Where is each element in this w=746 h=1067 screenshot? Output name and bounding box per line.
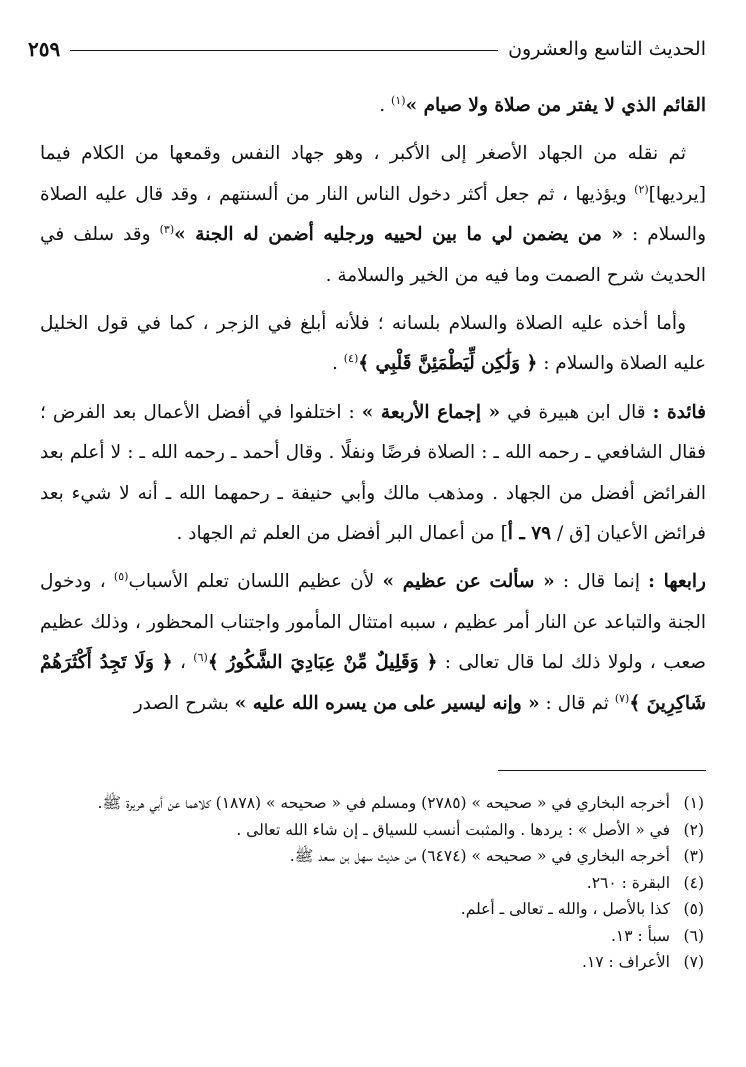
footnote <box>40 870 704 897</box>
paragraph-4 <box>40 393 706 555</box>
footnote-text: سبأ : ١٣. <box>610 926 670 945</box>
footnote <box>40 923 704 950</box>
text-run: قال ابن هبيرة في <box>500 401 653 423</box>
footnote-number: (٢) <box>683 820 704 839</box>
manuscript-ref: ٧٩ ـ أ <box>507 523 552 545</box>
text-run: . <box>379 95 392 116</box>
text-run: وأما أخذه عليه الصلاة والسلام بلسانه ؛ فلأنه أبلغ في الزجر ، كما في قول الخليل عليه الصلاة والسلام : <box>40 313 706 375</box>
paragraph-label: فائدة : <box>652 401 707 423</box>
hadith-quote: القائم الذي لا يفتر من صلاة ولا صيام » <box>405 95 706 116</box>
paragraph-5 <box>40 562 706 724</box>
footnote-text: البقرة : ٢٦٠. <box>586 873 670 892</box>
chapter-title: الحديث التاسع والعشرون <box>508 38 706 60</box>
hadith-quote: « من يضمن لي ما بين لحييه ورجليه أضمن له الجنة » <box>174 224 624 246</box>
footnote-number: (٣) <box>683 847 704 865</box>
text-run: : اختلفوا في أفضل الأعمال بعد الفرض ؛ فقال الشافعي ـ رحمه الله ـ : الصلاة فرضًا ونفلًا . وقال أحمد ـ رحمه الله ـ : لا أعلم بعد الفرائض أفضل من الجهاد . ومذهب مالك وأبي حنيفة ـ رحمهما الله ـ أنه لا شيء بعد فرائض الأعيان [ق / <box>40 401 706 545</box>
footnote-number: (٦) <box>683 926 704 945</box>
footnote-ref-2: (٢) <box>634 182 649 196</box>
footnote-separator <box>498 770 706 771</box>
footnote <box>40 896 704 923</box>
footnote-ref-4: (٤) <box>343 352 359 366</box>
footnote <box>40 949 704 976</box>
footnote-ref-7: (٧) <box>614 691 630 705</box>
footnote-text: أخرجه البخاري في « صحيحه » (٦٤٧٤) من حديث سهل بن سعد ﷺ. <box>289 847 670 865</box>
text-run: ثم قال : <box>539 692 615 714</box>
text-run: ، ودخول الجنة والتباعد عن النار أمر عظيم ، سببه امتثال المأمور واجتناب المحظور ، وذلك عظيم صعب ، ولولا ذلك لما قال تعالى : <box>40 571 706 674</box>
footnote <box>40 843 704 870</box>
footnote-number: (٤) <box>683 873 704 892</box>
hadith-quote: « سألت عن عظيم » <box>382 571 555 593</box>
book-title: « إجماع الأربعة » <box>361 401 501 423</box>
text-run: . <box>331 353 344 375</box>
header-rule <box>70 50 498 51</box>
text-run: ويؤذيها ، ثم جعل أكثر دخول الناس النار من ألسنتهم ، وقد قال عليه الصلاة والسلام : <box>40 183 706 246</box>
text-run: ثم نقله من الجهاد الأصغر إلى الأكبر ، وهو جهاد النفس وقمعها من الكلام فيما [يرديها] <box>40 143 706 205</box>
footnote-text: أخرجه البخاري في « صحيحه » (٢٧٨٥) ومسلم في « صحيحه » (١٨٧٨) كلاهما عن أبي هريرة ﷺ. <box>97 794 670 812</box>
quran-verse: ﴿ وَلَا تَجِدُ أَكْثَرَهُمْ شَاكِرِينَ ﴾ <box>40 652 706 714</box>
main-text <box>40 86 706 732</box>
footnote-number: (٥) <box>683 900 704 918</box>
footnote-ref-3: (٣) <box>159 223 175 237</box>
text-run: لأن عظيم اللسان تعلم الأسباب <box>128 571 383 593</box>
quran-verse: ﴿ وَقَلِيلٌ مِّنْ عِبَادِيَ الشَّكُورُ ﴾ <box>207 652 438 674</box>
footnote-ref-6: (٦) <box>193 651 208 665</box>
paragraph-1 <box>40 86 706 126</box>
quran-verse: ﴿ وَلَٰكِن لِّيَطْمَئِنَّ قَلْبِي ﴾ <box>358 353 538 375</box>
paragraph-2 <box>40 134 706 296</box>
footnote-ref-1: (١) <box>391 93 406 107</box>
hadith-quote: « وإنه ليسير على من يسره الله عليه » <box>234 692 540 714</box>
running-header <box>28 32 706 66</box>
text-run: ، <box>172 652 194 674</box>
footnote <box>40 817 704 844</box>
text-run: ] من أعمال البر أفضل من العلم ثم الجهاد . <box>176 523 508 545</box>
footnote-number: (١) <box>683 794 704 812</box>
footnote-number: (٧) <box>683 953 704 971</box>
text-run: وقد سلف في الحديث شرح الصمت وما فيه من الخير والسلامة . <box>40 224 706 286</box>
paragraph-label: رابعها : <box>648 571 706 593</box>
paragraph-3 <box>40 304 706 385</box>
footnotes <box>40 790 704 976</box>
footnote-text: في « الأصل » : يردها . والمثبت أنسب للسياق ـ إن شاء الله تعالى . <box>236 820 670 839</box>
footnote-text: كذا بالأصل ، والله ـ تعالى ـ أعلم. <box>460 900 670 918</box>
page-number: ٢٥٩ <box>28 37 61 61</box>
text-run: بشرح الصدر <box>133 692 235 714</box>
footnote-text: الأعراف : ١٧. <box>582 953 670 971</box>
text-run: إنما قال : <box>554 571 649 593</box>
footnote-ref-5: (٥) <box>113 570 129 584</box>
footnote <box>40 790 704 817</box>
